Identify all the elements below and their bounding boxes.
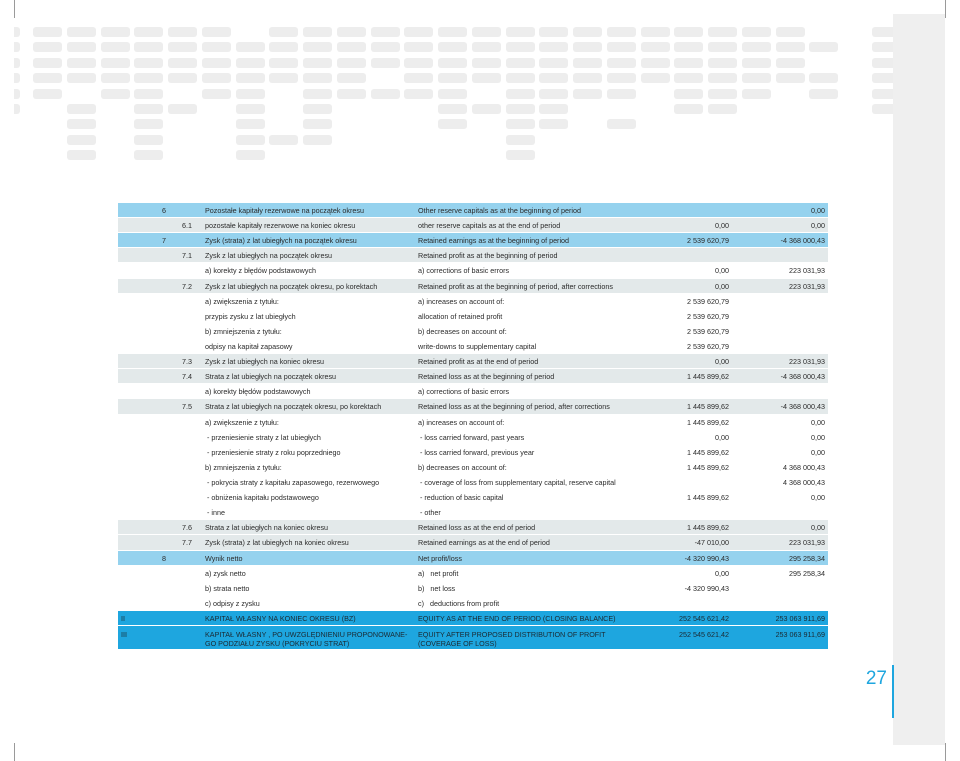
label-english: Retained earnings as at the beginning of period [418, 236, 570, 246]
decorative-block [708, 42, 737, 52]
decorative-block [67, 135, 96, 145]
decorative-block [236, 73, 265, 83]
subsection-row [118, 354, 828, 369]
amount-column-1: 0,00 [715, 266, 729, 276]
decorative-block [168, 42, 197, 52]
decorative-block [809, 42, 838, 52]
decorative-block [641, 58, 670, 68]
side-strip [893, 14, 945, 745]
decorative-block [674, 42, 703, 52]
page-number-rule [892, 665, 894, 718]
decorative-block [776, 42, 805, 52]
decorative-block [14, 42, 20, 52]
decorative-block [506, 73, 535, 83]
decorative-block [404, 73, 433, 83]
amount-column-1: 1 445 899,62 [687, 447, 729, 457]
decorative-block [506, 119, 535, 129]
decorative-block [506, 135, 535, 145]
decorative-block [607, 27, 636, 37]
label-polish: pozostałe kapitały rezerwowe na koniec okresu [205, 221, 356, 231]
decorative-block [202, 58, 231, 68]
amount-column-1: 252 545 621,42 [679, 613, 729, 623]
decorative-block [607, 89, 636, 99]
decorative-block [641, 73, 670, 83]
detail-row [118, 596, 828, 611]
decorative-block [607, 42, 636, 52]
label-english: a) net profit [418, 568, 459, 578]
decorative-block [67, 58, 96, 68]
decorative-block [303, 73, 332, 83]
amount-column-2: -4 368 000,43 [780, 372, 825, 382]
decorative-block [472, 104, 501, 114]
subsection-row [118, 535, 828, 550]
row-number: 7.7 [182, 538, 192, 548]
label-english: Retained loss as at the beginning of period, after corrections [418, 402, 610, 412]
decorative-block [742, 73, 771, 83]
decorative-block [438, 73, 467, 83]
header-decoration [0, 0, 960, 170]
label-polish: - obniżenia kapitału podstawowego [205, 493, 319, 503]
amount-column-2: 223 031,93 [789, 281, 825, 291]
decorative-block [607, 73, 636, 83]
decorative-block [14, 104, 20, 114]
amount-column-2: 0,00 [811, 447, 825, 457]
decorative-block [202, 89, 231, 99]
amount-column-2: 223 031,93 [789, 357, 825, 367]
decorative-block [202, 73, 231, 83]
label-english: - loss carried forward, previous year [418, 447, 535, 457]
decorative-block [33, 73, 62, 83]
amount-column-2: 253 063 911,69 [775, 613, 825, 623]
row-number: 8 [162, 553, 166, 563]
decorative-block [809, 73, 838, 83]
row-number: 7.2 [182, 281, 192, 291]
label-english: b) decreases on account of: [418, 326, 507, 336]
crop-mark [14, 0, 15, 18]
detail-row [118, 324, 828, 339]
row-number: 7.5 [182, 402, 192, 412]
amount-column-1: 0,00 [715, 568, 729, 578]
decorative-block [67, 119, 96, 129]
amount-column-1: -4 320 990,43 [684, 583, 729, 593]
amount-column-1: 0,00 [715, 221, 729, 231]
row-number: 6.1 [182, 221, 192, 231]
decorative-block [438, 27, 467, 37]
decorative-block [134, 104, 163, 114]
amount-column-1: 2 539 620,79 [687, 341, 729, 351]
decorative-block [472, 27, 501, 37]
decorative-block [134, 42, 163, 52]
label-english: c) deductions from profit [418, 598, 500, 608]
amount-column-1: 1 445 899,62 [687, 493, 729, 503]
label-polish: Pozostałe kapitały rezerwowe na początek okresu [205, 206, 365, 215]
decorative-block [168, 73, 197, 83]
decorative-block [573, 27, 602, 37]
subsection-row [118, 248, 828, 263]
decorative-block [236, 119, 265, 129]
total-row [118, 611, 828, 626]
decorative-block [134, 89, 163, 99]
label-polish: Zysk z lat ubiegłych na początek okresu [205, 251, 333, 261]
decorative-block [506, 89, 535, 99]
label-english: - loss carried forward, past years [418, 432, 525, 442]
decorative-block [33, 58, 62, 68]
amount-column-2: 0,00 [811, 221, 825, 231]
decorative-block [168, 27, 197, 37]
label-polish: - pokrycia straty z kapitału zapasowego, rezerwowego [205, 477, 380, 487]
amount-column-1: 2 539 620,79 [687, 311, 729, 321]
amount-column-1: 0,00 [715, 281, 729, 291]
amount-column-2: 295 258,34 [789, 553, 825, 563]
decorative-block [236, 89, 265, 99]
decorative-block [371, 42, 400, 52]
label-english: Retained profit as at the beginning of period, after corrections [418, 281, 613, 291]
amount-column-2: -4 368 000,43 [780, 402, 825, 412]
amount-column-1: -47 010,00 [694, 538, 729, 548]
decorative-block [303, 58, 332, 68]
decorative-block [438, 42, 467, 52]
decorative-block [674, 58, 703, 68]
decorative-block [742, 27, 771, 37]
decorative-block [539, 119, 568, 129]
decorative-block [674, 89, 703, 99]
detail-row [118, 263, 828, 278]
label-polish: a) korekty z błędów podstawowych [205, 266, 317, 276]
label-english: EQUITY AFTER PROPOSED DISTRIBUTION OF PROFIT (COVERAGE OF LOSS) [418, 629, 606, 648]
decorative-block [134, 119, 163, 129]
decorative-block [506, 27, 535, 37]
decorative-block [337, 73, 366, 83]
crop-mark [14, 743, 15, 761]
decorative-block [776, 27, 805, 37]
decorative-block [674, 104, 703, 114]
decorative-block [101, 73, 130, 83]
decorative-block [101, 58, 130, 68]
label-polish: b) zmniejszenia z tytułu: [205, 326, 282, 336]
label-polish: - przeniesienie straty z lat ubiegłych [205, 432, 321, 442]
decorative-block [708, 89, 737, 99]
decorative-block [269, 27, 298, 37]
decorative-block [67, 42, 96, 52]
label-polish: a) zwiększenie z tytułu: [205, 417, 279, 427]
row-number: 7.6 [182, 523, 192, 533]
detail-row [118, 430, 828, 445]
label-polish: c) odpisy z zysku [205, 598, 260, 608]
amount-column-1: 1 445 899,62 [687, 372, 729, 382]
decorative-block [641, 27, 670, 37]
decorative-block [506, 58, 535, 68]
decorative-block [236, 150, 265, 160]
section-row [118, 203, 828, 218]
decorative-block [506, 104, 535, 114]
label-polish: Wynik netto [205, 553, 243, 563]
amount-column-2: 295 258,34 [789, 568, 825, 578]
amount-column-1: 1 445 899,62 [687, 523, 729, 533]
amount-column-2: 223 031,93 [789, 266, 825, 276]
label-english: - reduction of basic capital [418, 493, 504, 503]
decorative-block [539, 42, 568, 52]
decorative-block [337, 58, 366, 68]
label-polish: - inne [205, 508, 225, 518]
subsection-row [118, 399, 828, 414]
decorative-block [269, 58, 298, 68]
amount-column-1: 252 545 621,42 [679, 629, 729, 639]
amount-column-1: 2 539 620,79 [687, 326, 729, 336]
detail-row [118, 581, 828, 596]
label-english: b) decreases on account of: [418, 462, 507, 472]
decorative-block [303, 42, 332, 52]
decorative-block [303, 119, 332, 129]
amount-column-2: 0,00 [811, 493, 825, 503]
label-english: a) increases on account of: [418, 417, 505, 427]
decorative-block [404, 27, 433, 37]
label-polish: Strata z lat ubiegłych na koniec okresu [205, 523, 329, 533]
decorative-block [101, 89, 130, 99]
decorative-block [674, 27, 703, 37]
subsection-row [118, 369, 828, 384]
label-polish: Strata z lat ubiegłych na początek okresu [205, 372, 337, 382]
amount-column-2: 0,00 [811, 206, 825, 215]
detail-row [118, 475, 828, 490]
decorative-block [337, 42, 366, 52]
decorative-block [134, 58, 163, 68]
crop-mark [945, 0, 946, 18]
label-polish: KAPITAŁ WŁASNY NA KONIEC OKRESU (BZ) [205, 613, 356, 623]
label-english: write-downs to supplementary capital [418, 341, 537, 351]
decorative-block [134, 27, 163, 37]
decorative-block [573, 73, 602, 83]
amount-column-2: 223 031,93 [789, 538, 825, 548]
decorative-block [573, 89, 602, 99]
detail-row [118, 460, 828, 475]
decorative-block [506, 150, 535, 160]
decorative-block [438, 89, 467, 99]
amount-column-1: 2 539 620,79 [687, 236, 729, 246]
label-english: a) corrections of basic errors [418, 387, 510, 397]
decorative-block [269, 42, 298, 52]
section-row [118, 551, 828, 566]
amount-column-2: -4 368 000,43 [780, 236, 825, 246]
equity-changes-table [118, 203, 828, 650]
decorative-block [776, 73, 805, 83]
label-polish: przypis zysku z lat ubiegłych [205, 311, 296, 321]
label-english: Net profit/loss [418, 553, 462, 563]
decorative-block [472, 58, 501, 68]
amount-column-2: 4 368 000,43 [783, 477, 825, 487]
detail-row [118, 490, 828, 505]
label-english: Retained profit as at the end of period [418, 357, 539, 367]
decorative-block [14, 58, 20, 68]
label-polish: KAPITAŁ WŁASNY , PO UWZGLĘDNIENIU PROPONOWANE- GO PODZIAŁU ZYSKU (POKRYCIU STRAT) [205, 629, 408, 648]
amount-column-1: -4 320 990,43 [684, 553, 729, 563]
label-polish: Zysk z lat ubiegłych na początek okresu, po korektach [205, 281, 378, 291]
detail-row [118, 339, 828, 354]
decorative-block [134, 150, 163, 160]
label-english: other reserve capitals as at the end of period [418, 221, 561, 231]
detail-row [118, 415, 828, 430]
decorative-block [67, 104, 96, 114]
decorative-block [33, 42, 62, 52]
decorative-block [33, 27, 62, 37]
amount-column-1: 0,00 [715, 357, 729, 367]
decorative-block [236, 135, 265, 145]
label-english: b) net loss [418, 583, 456, 593]
label-english: - coverage of loss from supplementary capital, reserve capital [418, 477, 616, 487]
decorative-block [202, 27, 231, 37]
row-number: 7.3 [182, 357, 192, 367]
decorative-block [573, 42, 602, 52]
decorative-block [371, 58, 400, 68]
decorative-block [236, 104, 265, 114]
label-english: Retained profit as at the beginning of period [418, 251, 558, 261]
decorative-block [742, 58, 771, 68]
subsection-row [118, 218, 828, 233]
label-polish: Zysk (strata) z lat ubiegłych na koniec okresu [205, 538, 349, 548]
label-english: allocation of retained profit [418, 311, 503, 321]
amount-column-1: 1 445 899,62 [687, 462, 729, 472]
decorative-block [438, 58, 467, 68]
decorative-block [438, 119, 467, 129]
amount-column-1: 2 539 620,79 [687, 296, 729, 306]
decorative-block [168, 58, 197, 68]
row-number: 7.1 [182, 251, 192, 261]
label-polish: - przeniesienie straty z roku poprzedniego [205, 447, 341, 457]
decorative-block [14, 73, 20, 83]
label-polish: b) zmniejszenia z tytułu: [205, 462, 282, 472]
decorative-block [472, 73, 501, 83]
subsection-row [118, 279, 828, 294]
decorative-block [67, 150, 96, 160]
decorative-block [776, 58, 805, 68]
decorative-block [236, 58, 265, 68]
decorative-block [472, 42, 501, 52]
decorative-block [134, 135, 163, 145]
label-english: - other [418, 508, 441, 518]
section-row [118, 233, 828, 248]
decorative-block [607, 119, 636, 129]
label-polish: a) korekty błędów podstawowych [205, 387, 311, 397]
decorative-block [539, 27, 568, 37]
detail-row [118, 566, 828, 581]
decorative-block [33, 89, 62, 99]
decorative-block [14, 27, 20, 37]
decorative-block [337, 89, 366, 99]
amount-column-1: 0,00 [715, 432, 729, 442]
label-english: a) corrections of basic errors [418, 266, 510, 276]
decorative-block [607, 58, 636, 68]
label-polish: a) zwiększenia z tytułu: [205, 296, 279, 306]
total-row [118, 626, 828, 650]
decorative-block [641, 42, 670, 52]
decorative-block [337, 27, 366, 37]
decorative-block [303, 135, 332, 145]
row-number: 7.4 [182, 372, 192, 382]
detail-row [118, 445, 828, 460]
detail-row [118, 505, 828, 520]
detail-row [118, 309, 828, 324]
label-english: a) increases on account of: [418, 296, 505, 306]
label-polish: b) strata netto [205, 583, 250, 593]
decorative-block [67, 27, 96, 37]
decorative-block [303, 104, 332, 114]
decorative-block [708, 58, 737, 68]
decorative-block [809, 89, 838, 99]
decorative-block [539, 89, 568, 99]
decorative-block [67, 73, 96, 83]
label-polish: a) zysk netto [205, 568, 246, 578]
decorative-block [168, 104, 197, 114]
decorative-block [708, 104, 737, 114]
label-english: Other reserve capitals as at the beginning of period [418, 206, 582, 215]
decorative-block [134, 73, 163, 83]
decorative-block [742, 42, 771, 52]
decorative-block [573, 58, 602, 68]
decorative-block [14, 89, 20, 99]
amount-column-2: 0,00 [811, 432, 825, 442]
crop-mark [945, 743, 946, 761]
label-english: EQUITY AS AT THE END OF PERIOD (CLOSING BALANCE) [418, 613, 616, 623]
decorative-block [371, 89, 400, 99]
label-english: Retained earnings as at the end of period [418, 538, 550, 548]
decorative-block [708, 73, 737, 83]
decorative-block [101, 27, 130, 37]
decorative-block [269, 73, 298, 83]
decorative-block [404, 42, 433, 52]
decorative-block [404, 89, 433, 99]
decorative-block [708, 27, 737, 37]
decorative-block [236, 42, 265, 52]
row-number: II [121, 613, 125, 623]
decorative-block [539, 73, 568, 83]
decorative-block [539, 104, 568, 114]
decorative-block [303, 27, 332, 37]
label-english: Retained loss as at the beginning of period [418, 372, 555, 382]
label-polish: Strata z lat ubiegłych na początek okresu, po korektach [205, 402, 382, 412]
amount-column-1: 1 445 899,62 [687, 417, 729, 427]
label-polish: Zysk (strata) z lat ubiegłych na początek okresu [205, 236, 357, 246]
decorative-block [371, 27, 400, 37]
decorative-block [539, 58, 568, 68]
amount-column-2: 4 368 000,43 [783, 462, 825, 472]
decorative-block [303, 89, 332, 99]
row-number: III [121, 629, 127, 639]
decorative-block [674, 73, 703, 83]
decorative-block [202, 42, 231, 52]
page-number: 27 [865, 668, 887, 689]
detail-row [118, 384, 828, 399]
subsection-row [118, 520, 828, 535]
amount-column-2: 253 063 911,69 [775, 629, 825, 639]
decorative-block [101, 42, 130, 52]
decorative-block [506, 42, 535, 52]
decorative-block [438, 104, 467, 114]
row-number: 6 [162, 206, 166, 215]
label-polish: Zysk z lat ubiegłych na koniec okresu [205, 357, 325, 367]
amount-column-2: 0,00 [811, 523, 825, 533]
label-polish: odpisy na kapitał zapasowy [205, 341, 293, 351]
decorative-block [269, 135, 298, 145]
amount-column-2: 0,00 [811, 417, 825, 427]
amount-column-1: 1 445 899,62 [687, 402, 729, 412]
detail-row [118, 294, 828, 309]
decorative-block [404, 58, 433, 68]
row-number: 7 [162, 236, 166, 246]
label-english: Retained loss as at the end of period [418, 523, 536, 533]
decorative-block [742, 89, 771, 99]
